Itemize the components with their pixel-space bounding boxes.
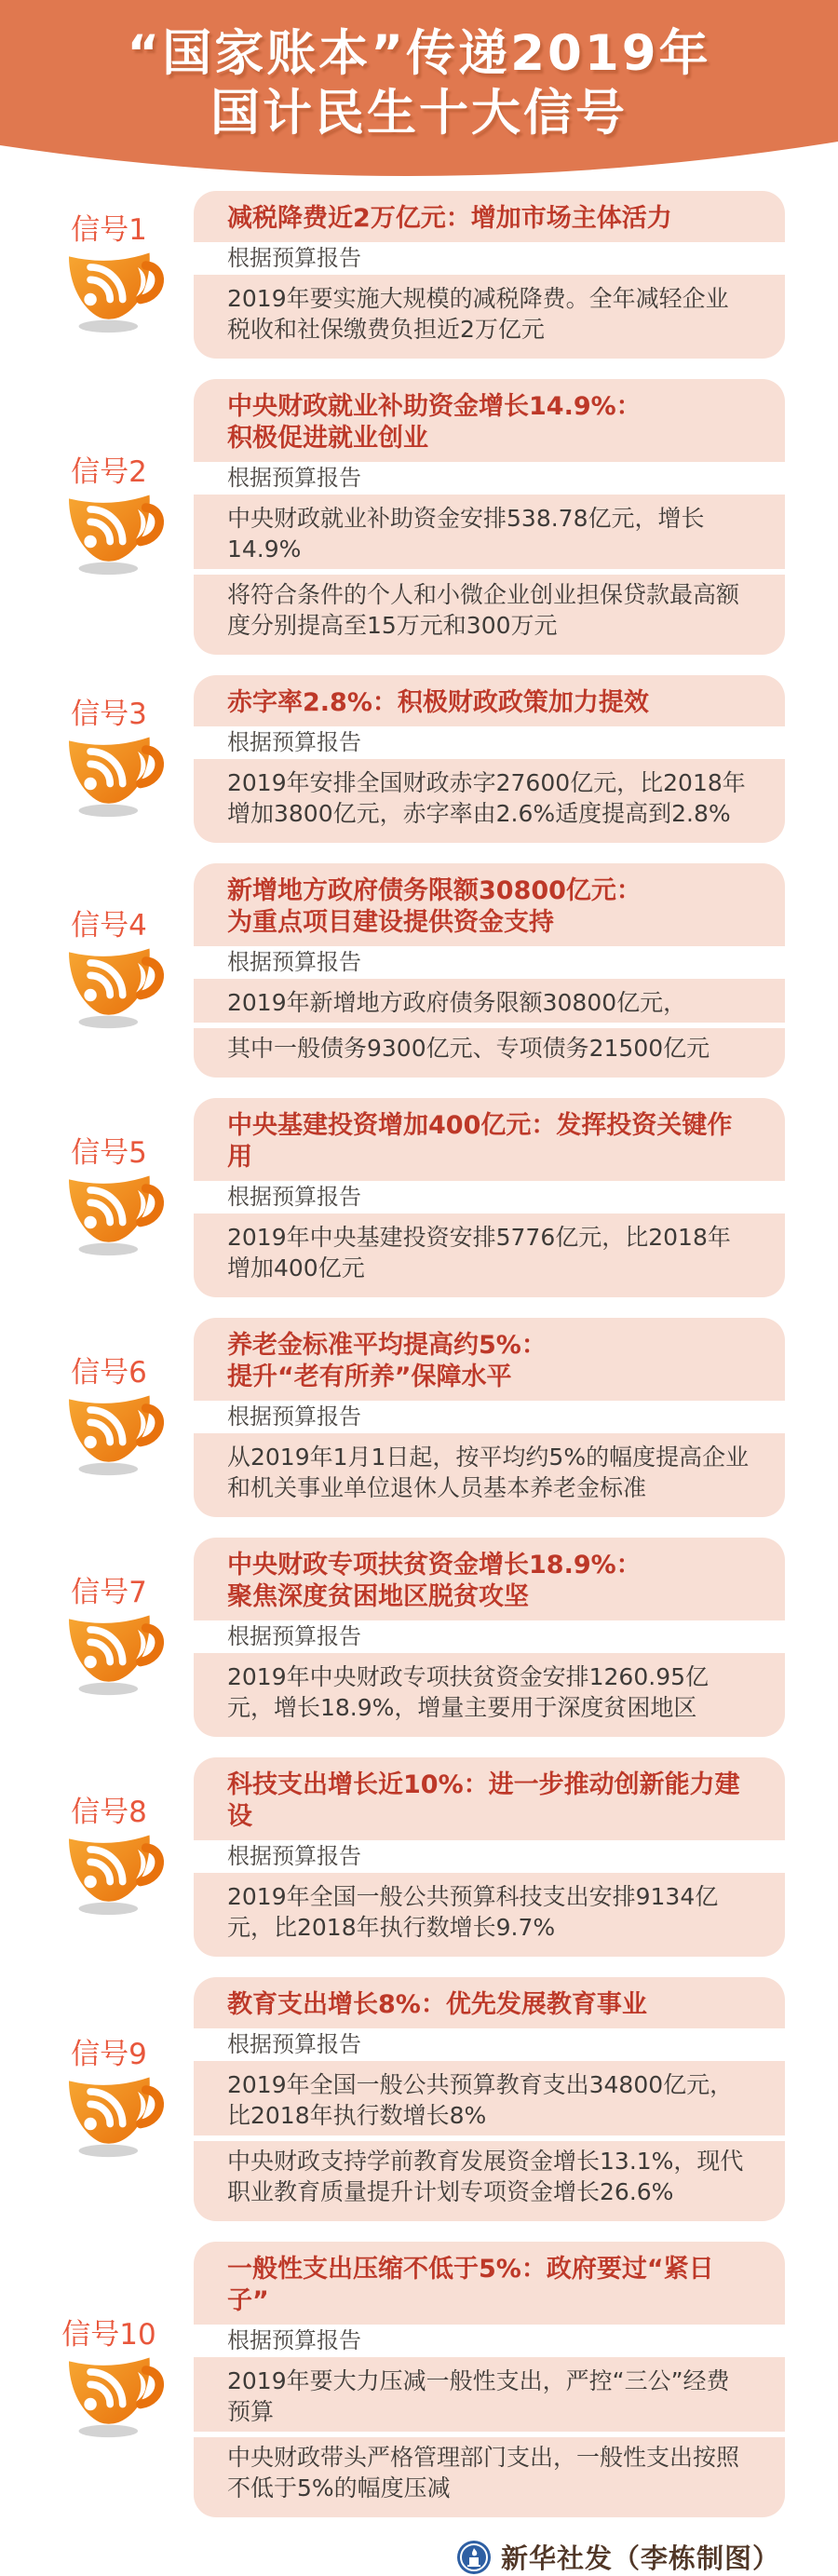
title-line: 减税降费近2万亿元：增加市场主体活力 [227,204,672,233]
rss-cup-icon [61,1824,170,1918]
source-label: 根据预算报告 [227,2031,361,2057]
signal-block-8 [37,1757,785,1957]
signal-9-title [194,1977,785,2028]
signal-5-badge [37,1137,194,1258]
source-label: 根据预算报告 [227,1184,361,1210]
title-line: 赤字率2.8%：积极财政政策加力提效 [227,688,649,717]
signal-5-label: 信号5 [71,1136,147,1170]
signal-9-source-row [194,2028,785,2061]
signal-5-source-row [194,1181,785,1213]
body-paragraph: 中央财政带头严格管理部门支出，一般性支出按照不低于5%的幅度压减 [194,2432,785,2508]
signal-10-badge [37,2319,194,2440]
source-label: 根据预算报告 [227,1623,361,1649]
signal-6-source-row [194,1401,785,1433]
signal-10-body [194,2357,785,2517]
signal-7-card [194,1538,785,1737]
signal-6-badge [37,1357,194,1478]
header-banner [0,0,838,191]
signal-9-badge [37,2039,194,2160]
body-paragraph: 2019年中央财政专项扶贫资金安排1260.95亿元，增长18.9%，增量主要用于深度贫困地区 [227,1663,710,1721]
source-label: 根据预算报告 [227,1843,361,1869]
signal-block-7 [37,1538,785,1737]
title-line: 科技支出增长近10%：进一步推动创新能力建设 [227,1770,740,1831]
signal-3-source-row [194,726,785,759]
body-paragraph: 2019年要大力压减一般性支出，严控“三公”经费预算 [227,2367,730,2425]
footer-credit [58,2538,780,2576]
signal-2-badge [37,456,194,577]
signal-10-title [194,2242,785,2325]
title-line: 教育支出增长8%：优先发展教育事业 [227,1990,647,2019]
title-line: 中央财政就业补助资金增长14.9%： [227,392,642,421]
signal-5-card [194,1098,785,1297]
signal-10-source-row [194,2325,785,2357]
signal-block-4 [37,863,785,1078]
signal-3-body [194,759,785,843]
signal-5-title [194,1098,785,1181]
signal-2-label: 信号2 [71,455,147,489]
title-line: 中央财政专项扶贫资金增长18.9%： [227,1551,642,1579]
signal-8-source-row [194,1840,785,1873]
rss-cup-icon [61,242,170,335]
signal-block-10 [37,2242,785,2517]
body-paragraph: 2019年全国一般公共预算科技支出安排9134亿元，比2018年执行数增长9.7% [227,1883,719,1941]
source-label: 根据预算报告 [227,949,361,975]
signal-3-badge [37,698,194,820]
rss-cup-icon [61,726,170,820]
body-paragraph: 2019年中央基建投资安排5776亿元，比2018年增加400亿元 [227,1224,731,1281]
signal-9-card [194,1977,785,2221]
signal-2-body [194,495,785,655]
signal-8-label: 信号8 [71,1796,147,1829]
title-line: 为重点项目建设提供资金支持 [227,908,554,937]
rss-cup-icon [61,484,170,577]
rss-cup-icon [61,1165,170,1258]
signal-9-body [194,2061,785,2221]
body-paragraph: 2019年新增地方政府债务限额30800亿元， [227,989,687,1016]
signal-2-card [194,379,785,655]
signal-7-title [194,1538,785,1620]
body-paragraph: 将符合条件的个人和小微企业创业担保贷款最高额度分别提高至15万元和300万元 [194,569,785,645]
title-line: 一般性支出压缩不低于5%：政府要过“紧日子” [227,2255,714,2315]
signal-10-card [194,2242,785,2517]
signal-6-label: 信号6 [71,1356,147,1390]
signal-1-card [194,191,785,359]
xinhua-logo-icon [456,2540,492,2575]
signal-9-label: 信号9 [71,2038,147,2071]
signal-8-title [194,1757,785,1840]
signal-4-badge [37,910,194,1031]
rss-cup-icon [61,2067,170,2160]
signal-8-badge [37,1796,194,1918]
title-line: 中央基建投资增加400亿元：发挥投资关键作用 [227,1111,733,1172]
signal-block-6 [37,1318,785,1517]
signal-2-title [194,379,785,462]
credit-text: 新华社发（李栋制图） [500,2542,780,2574]
source-label: 根据预算报告 [227,2327,361,2353]
title-line: 聚焦深度贫困地区脱贫攻坚 [227,1582,529,1611]
signal-7-label: 信号7 [71,1576,147,1609]
signal-1-title [194,191,785,242]
signal-7-source-row [194,1620,785,1653]
title-line: 积极促进就业创业 [227,424,428,453]
signal-block-9 [37,1977,785,2221]
signal-8-card [194,1757,785,1957]
title-line: 提升“老有所养”保障水平 [227,1363,512,1391]
signal-4-title [194,863,785,946]
source-label: 根据预算报告 [227,729,361,755]
signal-1-source-row [194,242,785,275]
main-title [0,0,838,143]
main-title-line2: 国计民生十大信号 [210,85,628,142]
signal-6-card [194,1318,785,1517]
body-paragraph: 从2019年1月1日起，按平均约5%的幅度提高企业和机关事业单位退休人员基本养老金标准 [227,1444,750,1501]
source-label: 根据预算报告 [227,1403,361,1430]
signal-6-title [194,1318,785,1401]
signal-3-title [194,675,785,726]
signal-block-1 [37,191,785,359]
source-label: 根据预算报告 [227,465,361,491]
signal-4-label: 信号4 [71,909,147,942]
signal-4-card [194,863,785,1078]
signal-3-label: 信号3 [71,698,147,731]
source-label: 根据预算报告 [227,245,361,271]
body-paragraph: 2019年全国一般公共预算教育支出34800亿元，比2018年执行数增长8% [227,2071,734,2129]
title-line: 新增地方政府债务限额30800亿元： [227,876,642,905]
main-title-line1: “国家账本”传递2019年 [127,25,711,82]
title-line: 养老金标准平均提高约5%： [227,1331,547,1360]
signal-block-3 [37,675,785,843]
body-paragraph: 中央财政就业补助资金安排538.78亿元，增长14.9% [227,505,705,563]
signal-1-badge [37,214,194,335]
signal-5-body [194,1213,785,1297]
signal-4-source-row [194,946,785,979]
rss-cup-icon [61,2347,170,2440]
signal-6-body [194,1433,785,1517]
signal-7-badge [37,1577,194,1698]
signal-block-5 [37,1098,785,1297]
body-paragraph: 2019年要实施大规模的减税降费。全年减轻企业税收和社保缴费负担近2万亿元 [227,285,729,343]
rss-cup-icon [61,1605,170,1698]
signal-block-2 [37,379,785,655]
signal-4-body [194,979,785,1078]
body-paragraph: 中央财政支持学前教育发展资金增长13.1%，现代职业教育质量提升计划专项资金增长26.6% [194,2135,785,2212]
signal-8-body [194,1873,785,1957]
signal-1-label: 信号1 [71,213,147,247]
signal-10-label: 信号10 [61,2318,156,2352]
body-paragraph: 2019年安排全国财政赤字27600亿元，比2018年增加3800亿元，赤字率由2.6%适度提高到2.8% [227,769,746,827]
signal-7-body [194,1653,785,1737]
signal-3-card [194,675,785,843]
body-paragraph: 其中一般债务9300亿元、专项债务21500亿元 [194,1023,785,1068]
rss-cup-icon [61,938,170,1031]
rss-cup-icon [61,1385,170,1478]
signal-2-source-row [194,462,785,495]
signal-1-body [194,275,785,359]
